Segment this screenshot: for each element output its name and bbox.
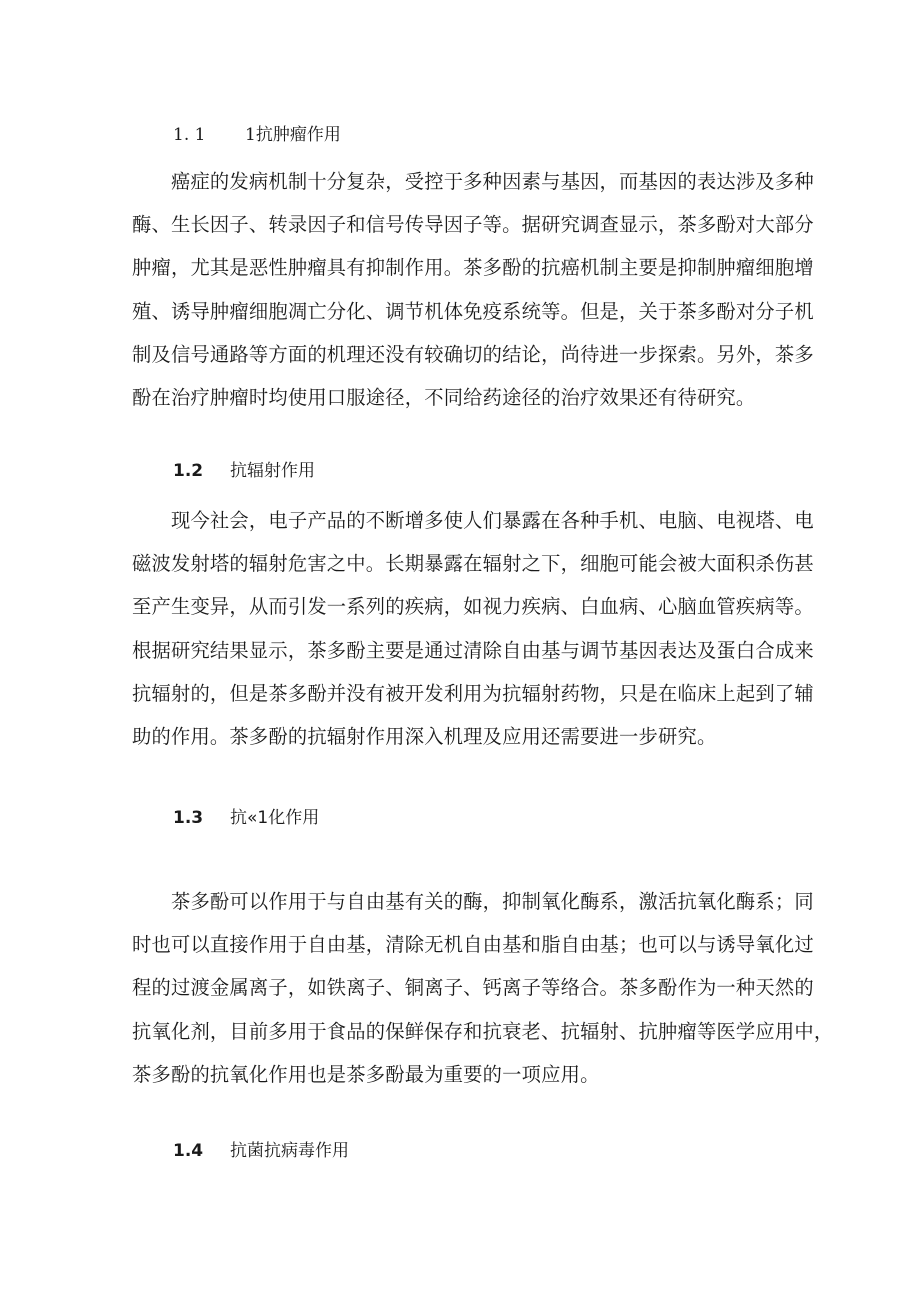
paragraph-line: 肿瘤，尤其是恶性肿瘤具有抑制作用。茶多酚的抗癌机制主要是抑制肿瘤细胞增 (132, 256, 814, 280)
paragraph-line: 程的过渡金属离子，如铁离子、铜离子、钙离子等络合。茶多酚作为一种天然的 (132, 976, 814, 1000)
section-number: 1. 1 (173, 125, 206, 145)
paragraph-line: 磁波发射塔的辐射危害之中。长期暴露在辐射之下，细胞可能会被大面积杀伤甚 (132, 552, 814, 576)
paragraph-line: 茶多酚可以作用于与自由基有关的酶，抑制氧化酶系，激活抗氧化酶系；同 (132, 890, 814, 913)
paragraph-line: 酚在治疗肿瘤时均使用口服途径，不同给药途径的治疗效果还有待研究。 (132, 385, 756, 409)
section-paragraph-1-3 (132, 880, 834, 1096)
paragraph-line: 助的作用。茶多酚的抗辐射作用深入机理及应用还需要进一步研究。 (132, 724, 717, 748)
section-title: 抗«1化作用 (230, 808, 320, 828)
paragraph-line: 殖、诱导肿瘤细胞凋亡分化、调节机体免疫系统等。但是，关于茶多酚对分子机 (132, 299, 814, 323)
section-number: 1.2 (173, 461, 204, 481)
paragraph-line: 茶多酚的抗氧化作用也是茶多酚最为重要的一项应用。 (132, 1062, 600, 1086)
section-paragraph-1-1 (132, 160, 814, 419)
section-number: 1.3 (173, 808, 204, 828)
section-number: 1.4 (173, 1141, 204, 1161)
paragraph-line: 现今社会，电子产品的不断增多使人们暴露在各种手机、电脑、电视塔、电 (132, 509, 814, 532)
paragraph-line: 至产生变异，从而引发一系列的疾病，如视力疾病、白血病、心脑血管疾病等。 (132, 595, 814, 619)
paragraph-line: 根据研究结果显示，茶多酚主要是通过清除自由基与调节基因表达及蛋白合成来 (132, 638, 814, 662)
paragraph-line: 酶、生长因子、转录因子和信号传导因子等。据研究调查显示，茶多酚对大部分 (132, 213, 814, 237)
section-title: 抗菌抗病毒作用 (230, 1141, 349, 1161)
paragraph-line: 制及信号通路等方面的机理还没有较确切的结论，尚待进一步探索。另外，茶多 (132, 342, 814, 366)
paragraph-line: 癌症的发病机制十分复杂，受控于多种因素与基因，而基因的表达涉及多种 (132, 170, 814, 193)
paragraph-line: 抗氧化剂，目前多用于食品的保鲜保存和抗衰老、抗辐射、抗肿瘤等医学应用中， (132, 1019, 834, 1043)
paragraph-line: 时也可以直接作用于自由基，清除无机自由基和脂自由基；也可以与诱导氧化过 (132, 933, 814, 957)
section-title: 1抗肿瘤作用 (245, 125, 341, 145)
paragraph-line: 抗辐射的，但是茶多酚并没有被开发利用为抗辐射药物，只是在临床上起到了辅 (132, 681, 814, 705)
section-title: 抗辐射作用 (230, 461, 315, 481)
section-paragraph-1-2 (132, 499, 814, 758)
